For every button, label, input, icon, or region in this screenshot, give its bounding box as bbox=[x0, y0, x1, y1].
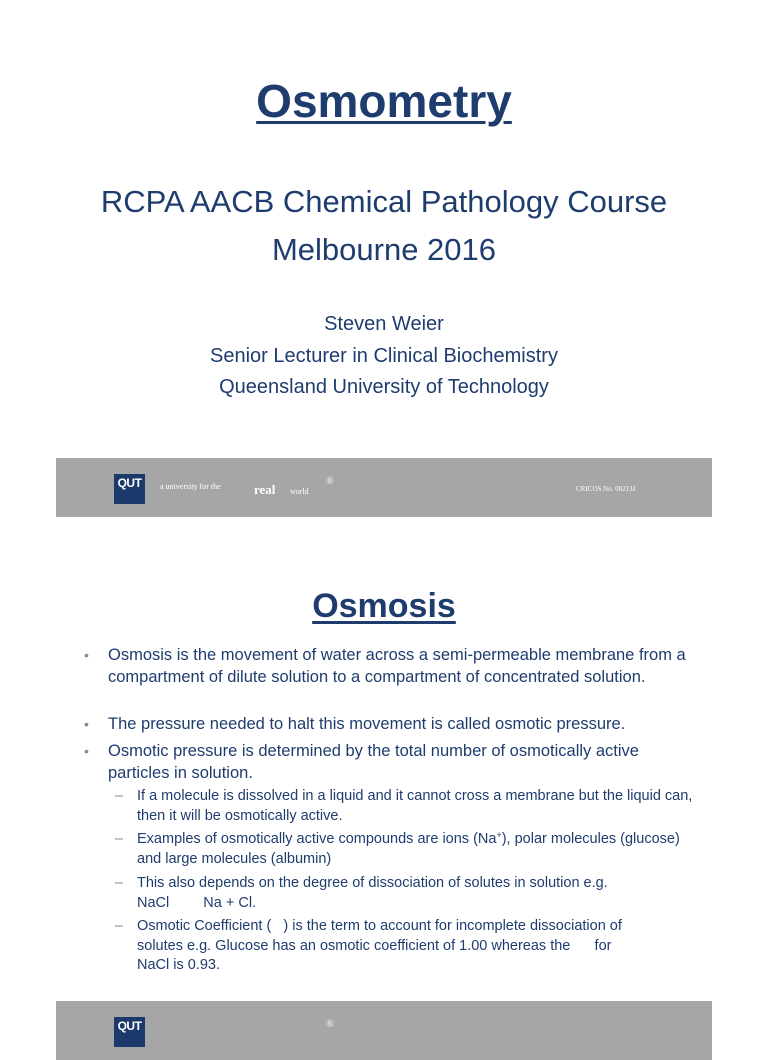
slide-2-title: Osmosis bbox=[312, 587, 456, 625]
subbullet-membrane: – If a molecule is dissolved in a liquid and it cannot cross a membrane but the liquid can, then it will be osmotically active. bbox=[137, 787, 697, 826]
tagline-world: world bbox=[290, 487, 309, 496]
sodium-charge: + bbox=[496, 830, 502, 840]
qut-logo-text: QUT bbox=[117, 476, 142, 490]
dissociation-text: – This also depends on the degree of dissociation of solutes in solution e.g. bbox=[137, 875, 608, 891]
equation-reactant: NaCl bbox=[137, 894, 170, 911]
examples-text-post: ), polar molecules (glucose) and large molecules (albumin) bbox=[137, 831, 680, 867]
dissociation-equation bbox=[137, 894, 697, 914]
cricos-number: CRICOS No. 00213J bbox=[576, 485, 636, 493]
tagline-prefix: a university for the bbox=[160, 482, 221, 491]
tagline-real: real bbox=[254, 482, 276, 497]
coefficient-line-3: NaCl is 0.93. bbox=[137, 957, 221, 973]
examples-text-pre: Examples of osmotically active compounds are ions (Na bbox=[137, 831, 497, 847]
bullet-osmosis-definition: • Osmosis is the movement of water across a semi-permeable membrane from a compartment of dilute solution to a compartment of concentrated solution. bbox=[108, 644, 708, 688]
coefficient-line-1: – Osmotic Coefficient ( ) is the term to account for incomplete dissociation of bbox=[137, 918, 622, 934]
author-organization: Queensland University of Technology bbox=[219, 376, 549, 398]
bullet-osmotic-pressure: • The pressure needed to halt this movement is called osmotic pressure. bbox=[108, 713, 708, 735]
coefficient-line-2: solutes e.g. Glucose has an osmotic coefficient of 1.00 whereas the for bbox=[137, 937, 612, 954]
registered-mark-2: ® bbox=[326, 1019, 334, 1030]
slide-1-title: Osmometry bbox=[256, 75, 512, 127]
author-role: Senior Lecturer in Clinical Biochemistry bbox=[210, 344, 558, 367]
bullet-active-particles: • Osmotic pressure is determined by the total number of osmotically active particles in solution. bbox=[108, 740, 668, 784]
registered-mark: ® bbox=[326, 476, 334, 487]
equation-products: Na + Cl. bbox=[203, 894, 257, 911]
slide-2-footer bbox=[56, 1001, 712, 1060]
qut-logo-text-2: QUT bbox=[117, 1019, 142, 1033]
qut-logo-2 bbox=[114, 1017, 145, 1047]
course-name: RCPA AACB Chemical Pathology Course bbox=[100, 184, 668, 219]
course-location-year: Melbourne 2016 bbox=[271, 232, 497, 267]
subbullet-dissociation bbox=[137, 874, 697, 913]
subbullet-examples bbox=[137, 830, 697, 869]
author-name: Steven Weier bbox=[324, 313, 444, 335]
subbullet-osmotic-coefficient bbox=[137, 917, 697, 976]
